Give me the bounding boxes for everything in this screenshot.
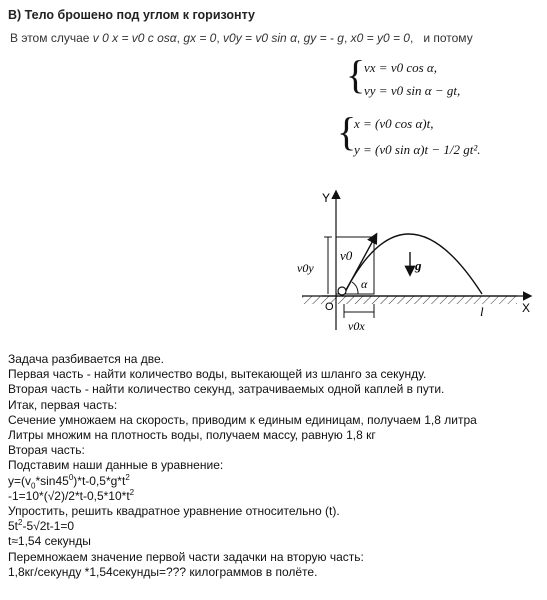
- solution-line-14: Перемножаем значение первой части задачки на вторую часть:: [8, 549, 364, 564]
- label-x-axis: X: [522, 301, 531, 315]
- solution-text: [8, 352, 538, 580]
- condition-x0y0: x0 = y0 = 0: [350, 31, 410, 45]
- solution-line-1: Задача разбивается на две.: [8, 352, 165, 366]
- condition-v0x: v 0 x = v0 c osα: [92, 31, 177, 45]
- label-range: l: [480, 304, 484, 319]
- solution-line-15: 1,8кг/секунду *1,54секунды=??? килограммов в полёте.: [8, 564, 318, 579]
- label-alpha: α: [361, 277, 368, 291]
- condition-v0y: v0y = v0 sin α: [223, 31, 297, 45]
- solution-line-3: Вторая часть - найти количество секунд, затрачиваемых одной каплей в пути.: [8, 382, 445, 397]
- condition-gx: gx = 0: [183, 31, 217, 45]
- solution-line-2: Первая часть - найти количество воды, вытекающей из шланго за секунду.: [8, 367, 427, 382]
- solution-line-4: Итак, первая часть:: [8, 397, 118, 412]
- label-origin: O: [325, 301, 334, 313]
- label-v0y: v0y: [297, 261, 314, 275]
- section-heading: В) Тело брошено под углом к горизонту: [8, 8, 255, 22]
- system1-line2: vy = v0 sin α − gt,: [364, 83, 461, 98]
- solution-equation-1: $y=(v_0*\sin 45^0)*t-0,5*g*t^2$: [8, 472, 130, 491]
- system1-brace: {: [346, 52, 366, 97]
- case-suffix: и потому: [423, 31, 473, 45]
- system2-brace: {: [337, 109, 357, 154]
- solution-line-7: Вторая часть:: [8, 443, 85, 458]
- solution-line-11: Упростить, решить квадратное уравнение относительно (t).: [8, 504, 340, 519]
- condition-gy: gy = - g: [303, 31, 344, 45]
- case-conditions: В этом случае v 0 x = v0 c osα, gx = 0, v0y = v0 sin α, gy = - g, x0 = y0 = 0, и потому: [10, 31, 473, 45]
- solution-line-13: t≈1,54 секунды: [8, 534, 91, 549]
- system2-line2: y = (v0 sin α)t − 1/2 gt².: [354, 142, 481, 157]
- system1-line1: vx = v0 cos α,: [364, 60, 437, 75]
- label-g: g: [415, 258, 422, 273]
- label-v0: v0: [340, 248, 353, 263]
- projectile-diagram: [292, 180, 542, 340]
- label-v0x: v0x: [348, 319, 365, 333]
- label-y-axis: Y: [322, 191, 331, 205]
- solution-line-5: Сечение умножаем на скорость, приводим к единым единицам, получаем 1,8 литра: [8, 412, 477, 427]
- solution-equation-2: $-1=10*(√2)/2*t-0,5*10*t^2$: [8, 487, 135, 503]
- case-prefix: В этом случае: [10, 31, 90, 45]
- solution-line-8: Подставим наши данные в уравнение:: [8, 458, 224, 473]
- projectile-ball: [338, 287, 346, 295]
- v0-vector: [344, 235, 376, 294]
- system2-line1: x = (v0 cos α)t,: [354, 116, 434, 131]
- solution-line-6: Литры множим на плотность воды, получаем массу, равную 1,8 кг: [8, 428, 376, 443]
- ground-hatching: [302, 296, 517, 304]
- solution-equation-3: $5t^2-5√2t-1=0$: [8, 518, 75, 534]
